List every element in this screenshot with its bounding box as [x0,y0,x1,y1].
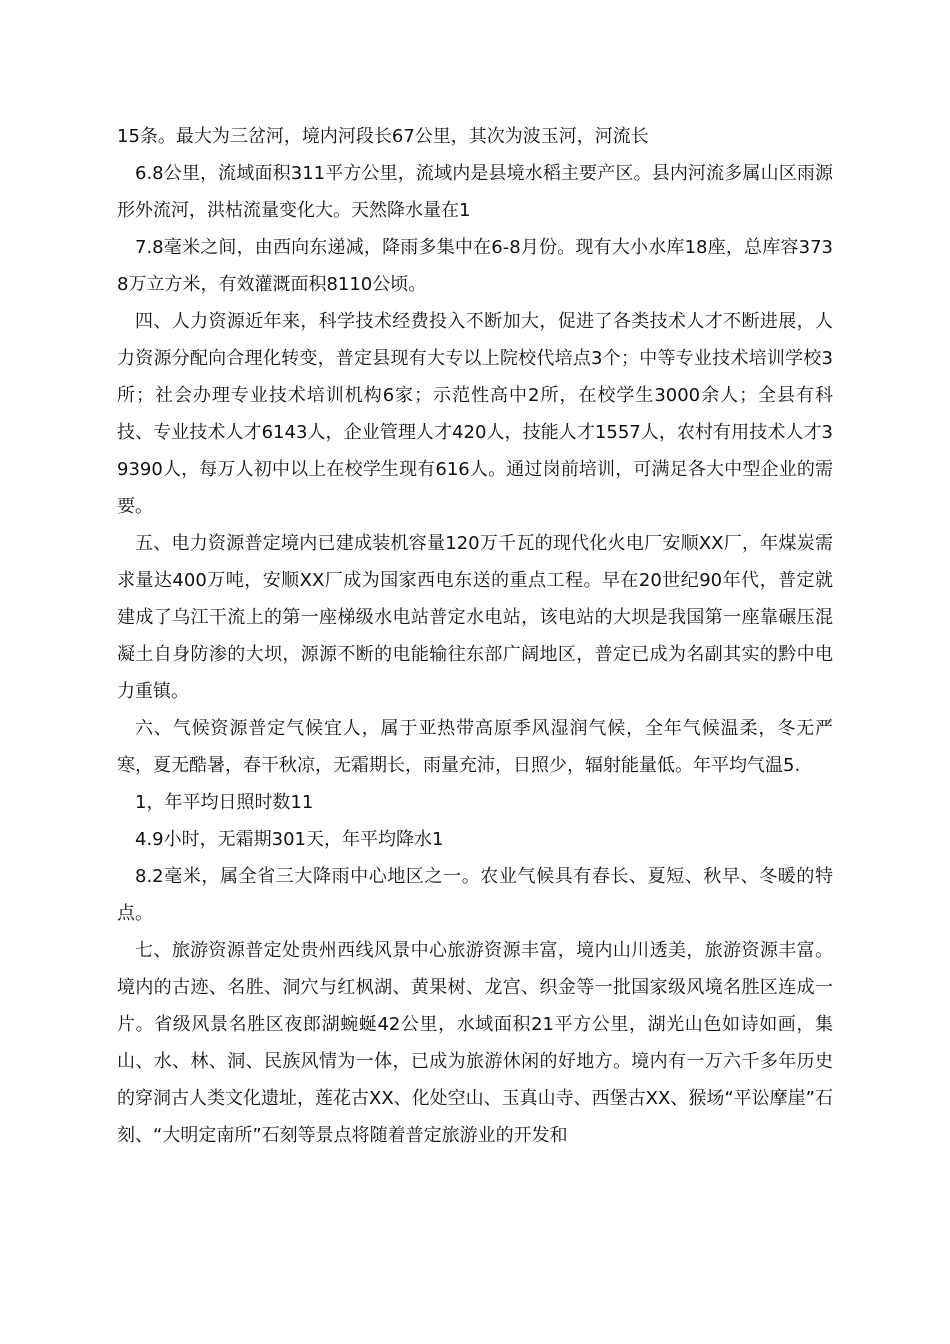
document-body [117,118,833,1154]
paragraph-reservoirs: 7.8毫米之间，由西向东递减，降雨多集中在6-8月份。现有大小水库18座，总库容3738万立方米，有效灌溉面积8110公顷。 [117,237,833,295]
paragraph-climate-resources: 六、气候资源普定气候宜人，属于亚热带高原季风湿润气候，全年气候温柔，冬无严寒，夏无酷暑，春干秋凉，无霜期长，雨量充沛，日照少，辐射能量低。年平均气温5. [117,718,833,776]
paragraph-frost-free: 4.9小时，无霜期301天，年平均降水1 [135,829,444,850]
paragraph-tourism-resources: 七、旅游资源普定处贵州西线风景中心旅游资源丰富，境内山川透美，旅游资源丰富。境内的古迹、名胜、洞穴与红枫湖、黄果树、龙宫、织金等一批国家级风境名胜区连成一片。省级风景名胜区夜郎湖蜿蜒42公里，水域面积21平方公里，湖光山色如诗如画，集山、水、林、洞、民族风情为一体，已成为旅游休闲的好地方。境内有一万六千多年历史的穿洞古人类文化遗址，莲花古XX、化处空山、玉真山寺、西堡古XX、猴场“平讼摩崖”石刻、“大明定南所”石刻等景点将随着普定旅游业的开发和 [117,940,833,1146]
paragraph-sunshine-hours: 1，年平均日照时数11 [135,792,314,813]
paragraph-power-resources: 五、电力资源普定境内已建成装机容量120万千瓦的现代化火电厂安顺XX厂，年煤炭需求量达400万吨，安顺XX厂成为国家西电东送的重点工程。早在20世纪90年代，普定就建成了乌江干流上的第一座梯级水电站普定水电站，该电站的大坝是我国第一座靠碾压混凝土自身防渗的大坝，源源不断的电能输往东部广阔地区，普定已成为名副其实的黔中电力重镇。 [117,533,833,702]
paragraph-human-resources: 四、人力资源近年来，科学技术经费投入不断加大，促进了各类技术人才不断进展，人力资源分配向合理化转变，普定县现有大专以上院校代培点3个；中等专业技术培训学校3所；社会办理专业技术培训机构6家；示范性高中2所，在校学生3000余人；全县有科技、专业技术人才6143人，企业管理人才420人，技能人才1557人，农村有用技术人才39390人，每万人初中以上在校学生现有616人。通过岗前培训，可满足各大中型企业的需要。 [117,311,833,517]
paragraph-rainfall-center: 8.2毫米，属全省三大降雨中心地区之一。农业气候具有春长、夏短、秋早、冬暖的特点。 [117,866,833,924]
paragraph-basin-area: 6.8公里，流域面积311平方公里，流域内是县境水稻主要产区。县内河流多属山区雨源形外流河，洪枯流量变化大。天然降水量在1 [117,163,833,221]
paragraph-rivers-count: 15条。最大为三岔河，境内河段长67公里，其次为波玉河，河流长 [117,126,649,147]
